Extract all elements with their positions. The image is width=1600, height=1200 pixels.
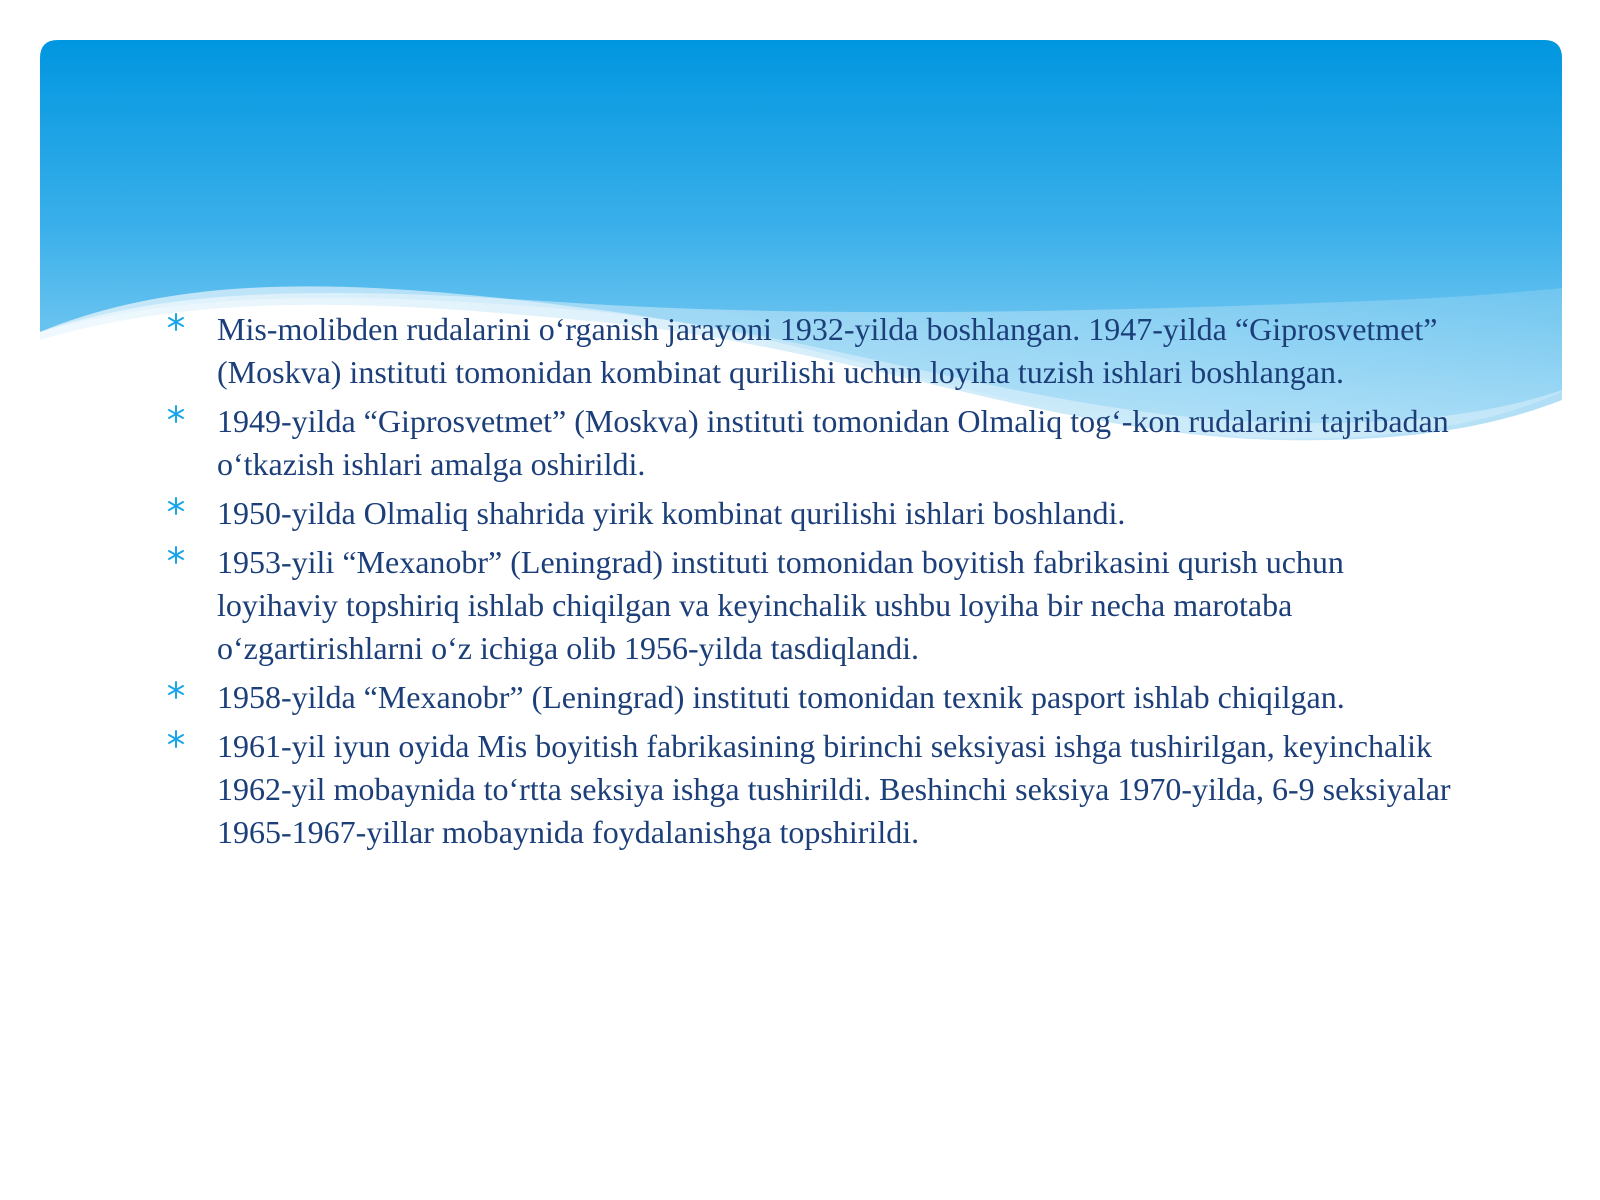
bullet-text: Mis-molibden rudalarini o‘rganish jarayoni 1932-yilda boshlangan. 1947-yilda “Giprosvetmet” (Moskva) instituti tomonidan kombinat qurilishi uchun loyiha tuzish ishlari boshlangan.	[217, 311, 1438, 390]
list-item	[165, 400, 1455, 486]
asterisk-bullet-icon	[165, 492, 187, 535]
asterisk-bullet-icon	[165, 725, 187, 768]
bullet-text: 1958-yilda “Mexanobr” (Leningrad) instituti tomonidan texnik pasport ishlab chiqilgan.	[217, 679, 1345, 715]
bullet-text: 1949-yilda “Giprosvetmet” (Moskva) instituti tomonidan Olmaliq tog‘-kon rudalarini tajribadan o‘tkazish ishlari amalga oshirildi.	[217, 403, 1449, 482]
asterisk-bullet-icon	[165, 541, 187, 584]
asterisk-bullet-icon	[165, 676, 187, 719]
asterisk-bullet-icon	[165, 400, 187, 443]
list-item	[165, 308, 1455, 394]
bullet-text: 1961-yil iyun oyida Mis boyitish fabrikasining birinchi seksiyasi ishga tushirilgan, keyinchalik 1962-yil mobaynida to‘rtta seksiya ishga tushirildi. Beshinchi seksiya 1970-yilda, 6-9 seksiyalar 1965-1967-yillar mobaynida foydalanishga topshirildi.	[217, 728, 1451, 850]
content-area	[165, 308, 1455, 860]
list-item	[165, 725, 1455, 854]
list-item	[165, 492, 1455, 535]
bullet-text: 1953-yili “Mexanobr” (Leningrad) instituti tomonidan boyitish fabrikasini qurish uchun loyihaviy topshiriq ishlab chiqilgan va keyinchalik ushbu loyiha bir necha marotaba o‘zgartirishlarni o‘z ichiga olib 1956-yilda tasdiqlandi.	[217, 544, 1344, 666]
list-item	[165, 541, 1455, 670]
asterisk-bullet-icon	[165, 308, 187, 351]
bullet-list	[165, 308, 1455, 854]
bullet-text: 1950-yilda Olmaliq shahrida yirik kombinat qurilishi ishlari boshlandi.	[217, 495, 1126, 531]
list-item	[165, 676, 1455, 719]
